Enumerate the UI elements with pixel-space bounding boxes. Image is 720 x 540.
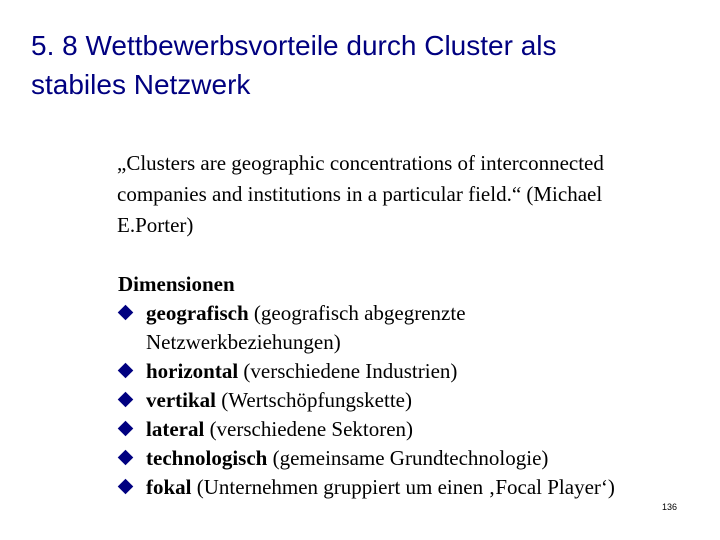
dimension-term: technologisch	[146, 446, 268, 470]
diamond-bullet-icon	[118, 421, 134, 437]
dimension-description: (verschiedene Industrien)	[238, 359, 458, 383]
dimension-description: (gemeinsame Grundtechnologie)	[267, 446, 549, 470]
list-item-geografisch	[118, 299, 708, 357]
slide-title-line-1: 5. 8 Wettbewerbsvorteile durch Cluster als	[31, 30, 557, 61]
slide-title-line-2: stabiles Netzwerk	[31, 69, 251, 100]
dimension-description: (verschiedene Sektoren)	[204, 417, 414, 441]
list-item-technologisch	[118, 444, 708, 473]
dimension-description: (Wertschöpfungskette)	[215, 388, 412, 412]
dimension-description-continued: Netzwerkbeziehungen)	[146, 330, 341, 354]
dimensions-heading: Dimensionen	[118, 272, 235, 296]
dimension-term: fokal	[146, 475, 192, 499]
dimension-term: vertikal	[146, 388, 216, 412]
diamond-bullet-icon	[118, 450, 134, 466]
diamond-bullet-icon	[118, 305, 134, 321]
diamond-bullet-icon	[118, 479, 134, 495]
dimension-description: (Unternehmen gruppiert um einen ‚Focal Player‘)	[191, 475, 615, 499]
quote-line-3: E.Porter)	[117, 213, 194, 237]
diamond-bullet-icon	[118, 392, 134, 408]
list-item-horizontal	[118, 357, 708, 386]
list-item-vertikal	[118, 386, 708, 415]
list-item-lateral	[118, 415, 708, 444]
quote-line-2: companies and institutions in a particular field.“ (Michael	[117, 182, 603, 206]
dimension-term: lateral	[146, 417, 205, 441]
list-item-fokal	[118, 473, 708, 502]
dimension-term: geografisch	[146, 301, 249, 325]
page-number: 136	[662, 502, 678, 512]
dimensions-section	[118, 270, 708, 502]
dimension-description: (geografisch abgegrenzte	[248, 301, 466, 325]
dimensions-list	[118, 299, 708, 502]
slide-title	[31, 26, 691, 104]
diamond-bullet-icon	[118, 363, 134, 379]
porter-quote	[117, 148, 697, 241]
dimension-term: horizontal	[146, 359, 239, 383]
quote-line-1: „Clusters are geographic concentrations of interconnected	[117, 151, 604, 175]
